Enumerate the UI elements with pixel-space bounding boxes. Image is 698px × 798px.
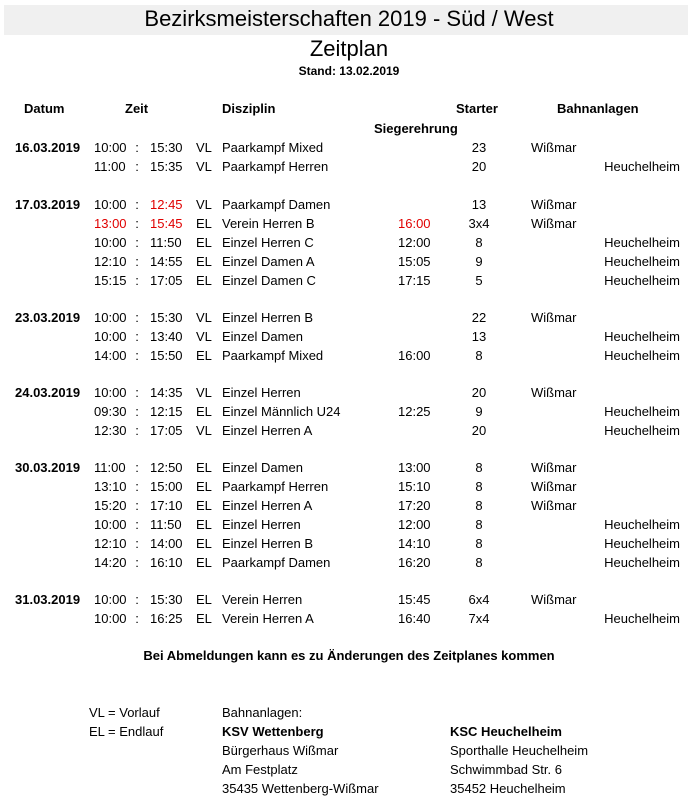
row-type: EL <box>196 460 212 475</box>
row-ceremony: 14:10 <box>398 536 431 551</box>
row-venue-wissmar: Wißmar <box>531 216 577 231</box>
row-venue-wissmar: Wißmar <box>531 498 577 513</box>
venues-label: Bahnanlagen: <box>222 705 303 720</box>
row-time-sep: : <box>135 611 139 626</box>
row-end-time: 17:10 <box>150 498 183 513</box>
row-discipline: Paarkampf Herren <box>222 479 329 494</box>
row-discipline: Verein Herren <box>222 592 303 607</box>
row-discipline: Paarkampf Damen <box>222 555 331 570</box>
row-start-time: 13:00 <box>94 216 127 231</box>
row-starter: 20 <box>471 159 487 174</box>
row-venue-heuchelheim: Heuchelheim <box>604 329 680 344</box>
row-end-time: 14:55 <box>150 254 183 269</box>
row-time-sep: : <box>135 235 139 250</box>
page-subtitle: Zeitplan <box>309 36 389 61</box>
schedule-note: Bei Abmeldungen kann es zu Änderungen des Zeitplanes kommen <box>143 648 555 663</box>
venue-ksv-line1: Bürgerhaus Wißmar <box>222 743 339 758</box>
row-start-time: 10:00 <box>94 197 127 212</box>
row-type: EL <box>196 348 212 363</box>
row-ceremony: 16:20 <box>398 555 431 570</box>
row-venue-heuchelheim: Heuchelheim <box>604 348 680 363</box>
row-starter: 3x4 <box>468 216 490 231</box>
row-type: VL <box>196 140 212 155</box>
row-discipline: Einzel Herren C <box>222 235 314 250</box>
row-ceremony: 12:00 <box>398 517 431 532</box>
legend-vl: VL = Vorlauf <box>89 705 160 720</box>
row-start-time: 10:00 <box>94 329 127 344</box>
page-title: Bezirksmeisterschaften 2019 - Süd / West <box>144 6 554 31</box>
row-discipline: Einzel Damen <box>222 329 303 344</box>
venue-ksc-line1: Sporthalle Heuchelheim <box>450 743 589 758</box>
row-ceremony: 15:10 <box>398 479 431 494</box>
row-ceremony: 13:00 <box>398 460 431 475</box>
row-starter: 8 <box>475 536 483 551</box>
row-discipline: Paarkampf Mixed <box>222 140 324 155</box>
row-type: EL <box>196 254 212 269</box>
row-ceremony: 12:25 <box>398 404 431 419</box>
row-end-time: 17:05 <box>150 423 183 438</box>
row-type: EL <box>196 555 212 570</box>
row-end-time: 12:15 <box>150 404 183 419</box>
row-start-time: 10:00 <box>94 140 127 155</box>
row-venue-heuchelheim: Heuchelheim <box>604 423 680 438</box>
venue-ksv-name: KSV Wettenberg <box>222 724 324 739</box>
row-end-time: 15:30 <box>150 310 183 325</box>
row-starter: 22 <box>471 310 487 325</box>
row-starter: 8 <box>475 498 483 513</box>
col-header-starter: Starter <box>456 101 498 116</box>
row-end-time: 15:00 <box>150 479 183 494</box>
row-start-time: 10:00 <box>94 310 127 325</box>
row-starter: 8 <box>475 479 483 494</box>
row-type: VL <box>196 197 212 212</box>
col-header-datum: Datum <box>24 101 65 116</box>
row-venue-heuchelheim: Heuchelheim <box>604 235 680 250</box>
row-ceremony: 12:00 <box>398 235 431 250</box>
venue-ksv-line2: Am Festplatz <box>222 762 298 777</box>
col-header-bahnanlagen: Bahnanlagen <box>557 101 639 116</box>
row-starter: 8 <box>475 555 483 570</box>
row-start-time: 10:00 <box>94 517 127 532</box>
row-time-sep: : <box>135 348 139 363</box>
row-date: 23.03.2019 <box>15 310 81 325</box>
row-type: EL <box>196 592 212 607</box>
row-end-time: 12:50 <box>150 460 183 475</box>
row-date: 16.03.2019 <box>15 140 81 155</box>
row-type: EL <box>196 216 212 231</box>
row-ceremony: 15:05 <box>398 254 431 269</box>
row-venue-wissmar: Wißmar <box>531 460 577 475</box>
row-type: EL <box>196 479 212 494</box>
row-ceremony: 16:00 <box>398 348 431 363</box>
row-type: VL <box>196 159 212 174</box>
row-start-time: 10:00 <box>94 611 127 626</box>
col-header-siegerehrung: Siegerehrung <box>374 121 458 136</box>
row-start-time: 11:00 <box>94 460 126 475</box>
row-starter: 9 <box>475 404 483 419</box>
row-date: 24.03.2019 <box>15 385 81 400</box>
row-end-time: 13:40 <box>150 329 183 344</box>
row-time-sep: : <box>135 254 139 269</box>
row-end-time: 14:35 <box>150 385 183 400</box>
row-venue-heuchelheim: Heuchelheim <box>604 404 680 419</box>
row-end-time: 15:50 <box>150 348 183 363</box>
row-type: EL <box>196 404 212 419</box>
row-time-sep: : <box>135 273 139 288</box>
row-date: 17.03.2019 <box>15 197 81 212</box>
row-start-time: 12:10 <box>94 536 127 551</box>
legend-el: EL = Endlauf <box>89 724 164 739</box>
row-venue-wissmar: Wißmar <box>531 592 577 607</box>
row-starter: 9 <box>475 254 483 269</box>
row-start-time: 09:30 <box>94 404 127 419</box>
row-time-sep: : <box>135 498 139 513</box>
row-type: EL <box>196 273 212 288</box>
row-time-sep: : <box>135 310 139 325</box>
row-end-time: 11:50 <box>150 517 182 532</box>
row-starter: 23 <box>471 140 487 155</box>
row-discipline: Paarkampf Mixed <box>222 348 324 363</box>
venue-ksc-name: KSC Heuchelheim <box>450 724 562 739</box>
row-discipline: Einzel Herren <box>222 517 301 532</box>
row-starter: 8 <box>475 460 483 475</box>
row-discipline: Einzel Damen <box>222 460 303 475</box>
row-start-time: 12:10 <box>94 254 127 269</box>
row-venue-heuchelheim: Heuchelheim <box>604 254 680 269</box>
row-venue-heuchelheim: Heuchelheim <box>604 273 680 288</box>
row-starter: 8 <box>475 348 483 363</box>
row-type: EL <box>196 611 212 626</box>
row-discipline: Verein Herren B <box>222 216 315 231</box>
row-ceremony: 17:15 <box>398 273 431 288</box>
row-time-sep: : <box>135 592 139 607</box>
row-time-sep: : <box>135 404 139 419</box>
row-ceremony: 16:40 <box>398 611 431 626</box>
row-date: 30.03.2019 <box>15 460 81 475</box>
venue-ksv-line3: 35435 Wettenberg-Wißmar <box>222 781 379 796</box>
row-starter: 20 <box>471 385 487 400</box>
row-time-sep: : <box>135 140 139 155</box>
row-starter: 8 <box>475 235 483 250</box>
row-time-sep: : <box>135 536 139 551</box>
row-time-sep: : <box>135 159 139 174</box>
row-starter: 5 <box>475 273 483 288</box>
row-venue-heuchelheim: Heuchelheim <box>604 555 680 570</box>
row-time-sep: : <box>135 555 139 570</box>
row-starter: 13 <box>471 197 487 212</box>
row-end-time: 14:00 <box>150 536 183 551</box>
row-ceremony: 17:20 <box>398 498 431 513</box>
row-time-sep: : <box>135 479 139 494</box>
row-starter: 7x4 <box>468 611 490 626</box>
row-end-time: 16:25 <box>150 611 183 626</box>
row-discipline: Paarkampf Herren <box>222 159 329 174</box>
row-type: VL <box>196 385 212 400</box>
row-discipline: Einzel Männlich U24 <box>222 404 341 419</box>
row-type: EL <box>196 235 212 250</box>
row-start-time: 12:30 <box>94 423 127 438</box>
row-venue-heuchelheim: Heuchelheim <box>604 536 680 551</box>
row-end-time: 16:10 <box>150 555 183 570</box>
row-venue-wissmar: Wißmar <box>531 197 577 212</box>
col-header-zeit: Zeit <box>125 101 149 116</box>
row-venue-wissmar: Wißmar <box>531 140 577 155</box>
row-start-time: 10:00 <box>94 235 127 250</box>
row-ceremony: 15:45 <box>398 592 431 607</box>
row-venue-wissmar: Wißmar <box>531 385 577 400</box>
row-time-sep: : <box>135 517 139 532</box>
row-type: EL <box>196 517 212 532</box>
row-start-time: 14:20 <box>94 555 127 570</box>
row-discipline: Einzel Herren B <box>222 536 314 551</box>
col-header-disziplin: Disziplin <box>222 101 276 116</box>
row-starter: 6x4 <box>468 592 490 607</box>
row-end-time: 11:50 <box>150 235 182 250</box>
row-discipline: Einzel Herren A <box>222 423 313 438</box>
row-end-time: 15:30 <box>150 592 183 607</box>
row-venue-heuchelheim: Heuchelheim <box>604 611 680 626</box>
row-start-time: 10:00 <box>94 592 127 607</box>
row-venue-wissmar: Wißmar <box>531 479 577 494</box>
row-venue-heuchelheim: Heuchelheim <box>604 517 680 532</box>
row-discipline: Einzel Herren <box>222 385 301 400</box>
stand-date: Stand: 13.02.2019 <box>298 64 400 78</box>
row-venue-wissmar: Wißmar <box>531 310 577 325</box>
row-time-sep: : <box>135 385 139 400</box>
row-start-time: 14:00 <box>94 348 127 363</box>
row-time-sep: : <box>135 216 139 231</box>
row-discipline: Einzel Herren B <box>222 310 314 325</box>
row-type: VL <box>196 329 212 344</box>
row-type: VL <box>196 310 212 325</box>
row-discipline: Einzel Damen C <box>222 273 316 288</box>
row-time-sep: : <box>135 460 139 475</box>
row-type: EL <box>196 498 212 513</box>
row-time-sep: : <box>135 197 139 212</box>
row-start-time: 15:15 <box>94 273 127 288</box>
row-date: 31.03.2019 <box>15 592 81 607</box>
row-discipline: Einzel Herren A <box>222 498 313 513</box>
row-start-time: 10:00 <box>94 385 127 400</box>
venue-ksc-line2: Schwimmbad Str. 6 <box>450 762 562 777</box>
row-start-time: 15:20 <box>94 498 127 513</box>
row-starter: 8 <box>475 517 483 532</box>
row-time-sep: : <box>135 329 139 344</box>
row-time-sep: : <box>135 423 139 438</box>
row-start-time: 13:10 <box>94 479 127 494</box>
row-type: VL <box>196 423 212 438</box>
row-type: EL <box>196 536 212 551</box>
row-end-time: 12:45 <box>150 197 183 212</box>
row-end-time: 15:30 <box>150 140 183 155</box>
row-discipline: Verein Herren A <box>222 611 314 626</box>
row-end-time: 17:05 <box>150 273 183 288</box>
venue-ksc-line3: 35452 Heuchelheim <box>450 781 566 796</box>
row-starter: 13 <box>471 329 487 344</box>
row-discipline: Einzel Damen A <box>222 254 315 269</box>
row-ceremony: 16:00 <box>398 216 431 231</box>
row-discipline: Paarkampf Damen <box>222 197 331 212</box>
row-venue-heuchelheim: Heuchelheim <box>604 159 680 174</box>
row-end-time: 15:45 <box>150 216 183 231</box>
row-start-time: 11:00 <box>94 159 126 174</box>
row-starter: 20 <box>471 423 487 438</box>
row-end-time: 15:35 <box>150 159 183 174</box>
